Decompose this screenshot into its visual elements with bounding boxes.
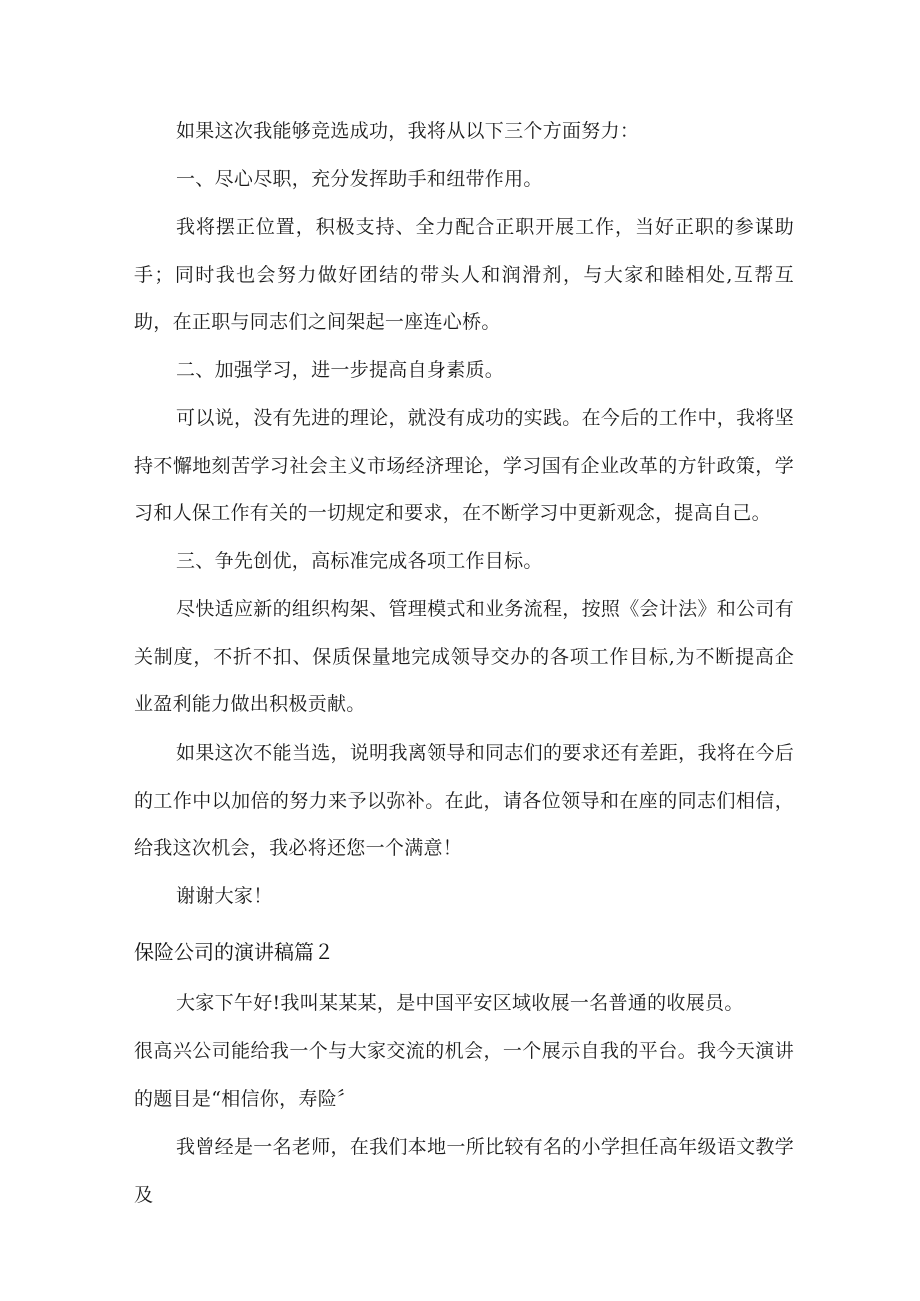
paragraph-point-three-title: 三、争先创优，高标准完成各项工作目标。 [176,550,543,572]
paragraph-point-two-title: 二、加强学习，进一步提高自身素质。 [176,359,505,381]
paragraph-point-one-body: 我将摆正位置，积极支持、全力配合正职开展工作，当好正职的参谋助手；同时我也会努力做好团结的带头人和润滑剂，与大家和睦相处,互帮互助，在正职与同志们之间架起一座连心桥。 [134,216,794,333]
paragraph-greeting: 大家下午好!我叫某某某，是中国平安区域收展一名普通的收展员。 [176,992,744,1014]
paragraph-point-three-body: 尽快适应新的组织构架、管理模式和业务流程，按照《会计法》和公司有关制度，不折不扣、保质保量地完成领导交办的各项工作目标,为不断提高企业盈利能力做出积极贡献。 [134,598,794,715]
paragraph-intro: 如果这次我能够竞选成功，我将从以下三个方面努力： [176,120,640,142]
paragraph-thanks: 谢谢大家！ [176,885,273,907]
paragraph-topic: 很高兴公司能给我一个与大家交流的机会，一个展示自我的平台。我今天演讲的题目是“相信你，寿险〞 [134,1040,794,1110]
paragraph-point-two-body: 可以说，没有先进的理论，就没有成功的实践。在今后的工作中，我将坚持不懈地刻苦学习社会主义市场经济理论，学习国有企业改革的方针政策，学习和人保工作有关的一切规定和要求，在不断学习中更新观念，提高自己。 [134,407,794,524]
paragraph-background: 我曾经是一名老师，在我们本地一所比较有名的小学担任高年级语文教学及 [134,1136,794,1206]
paragraph-closing: 如果这次不能当选，说明我离领导和同志们的要求还有差距，我将在今后的工作中以加倍的努力来予以弥补。在此，请各位领导和在座的同志们相信，给我这次机会，我必将还您一个满意！ [134,742,794,859]
paragraph-point-one-title: 一、尽心尽职，充分发挥助手和纽带作用。 [176,168,543,190]
section-heading: 保险公司的演讲稿篇２ [134,940,334,964]
